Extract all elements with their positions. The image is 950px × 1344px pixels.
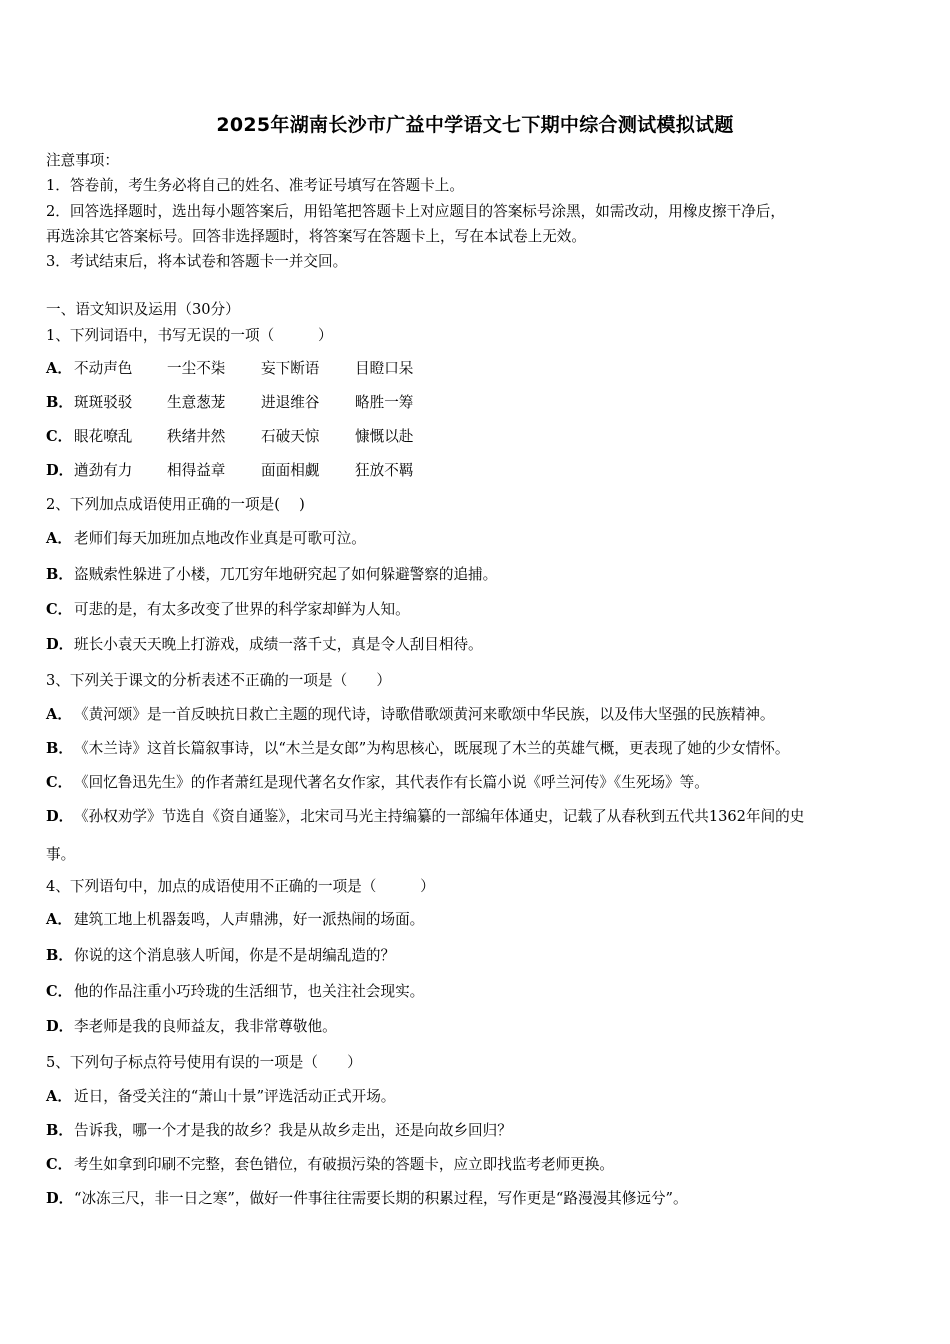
option-row [46,1155,908,1175]
option-word: 不动声色 [74,360,133,377]
question-stem: 1、下列词语中，书写无误的一项（ ） [46,327,333,344]
option-text: 告诉我，哪一个才是我的故乡？我是从故乡走出，还是向故乡回归？ [74,1122,512,1139]
option-letter: A． [46,530,72,547]
option-word: 略胜一筹 [355,394,414,411]
option-word: 生意葱茏 [167,394,226,411]
option-word: 面面相觑 [261,462,320,479]
option-word: 石破天惊 [261,428,320,445]
notice-item: 1．答卷前，考生务必将自己的姓名、准考证号填写在答题卡上。 [46,177,464,194]
option-text: 近日，备受关注的“萧山十景”评选活动正式开场。 [74,1088,396,1105]
option-text: 他的作品注重小巧玲珑的生活细节，也关注社会现实。 [74,983,425,1000]
option-word: 慷慨以赴 [355,428,414,445]
option-row [46,910,908,930]
option-word: 狂放不羁 [355,462,414,479]
option-letter: C． [46,428,73,445]
option-text: 班长小袁天天晚上打游戏，成绩一落千丈，真是令人刮目相待。 [74,636,483,653]
option-letter: D． [46,808,74,825]
option-text: 可悲的是，有太多改变了世界的科学家却鲜为人知。 [74,601,410,618]
option-text: 《黄河颂》是一首反映抗日救亡主题的现代诗，诗歌借歌颂黄河来歌颂中华民族，以及伟大坚强的民族精神。 [74,706,775,723]
option-text: 建筑工地上机器轰鸣，人声鼎沸，好一派热闹的场面。 [74,911,425,928]
notice-item: 2．回答选择题时，选出每小题答案后，用铅笔把答题卡上对应题目的答案标号涂黑，如需改动，用橡皮擦干净后， [46,203,785,220]
option-letter: D． [46,1018,74,1035]
option-text: 你说的这个消息骇人听闻，你是不是胡编乱造的？ [74,947,396,964]
notice-heading: 注意事项： [46,152,119,169]
option-row [46,359,908,379]
option-letter: D． [46,1190,74,1207]
option-word: 秩绪井然 [167,428,226,445]
option-row [46,461,908,481]
option-letter: C． [46,601,73,618]
option-word: 斑斑驳驳 [74,394,133,411]
option-row [46,982,908,1002]
option-word: 相得益章 [167,462,226,479]
option-row [46,946,908,966]
question-stem: 4、下列语句中，加点的成语使用不正确的一项是（ ） [46,878,435,895]
option-row [46,1189,908,1209]
option-row [46,1121,908,1141]
option-word: 目瞪口呆 [355,360,414,377]
option-word: 一尘不柒 [167,360,226,377]
option-text: “冰冻三尺，非一日之寒”，做好一件事往往需要长期的积累过程，写作更是“路漫漫其修远兮”。 [74,1190,688,1207]
option-letter: B． [46,740,73,757]
option-letter: B． [46,394,73,411]
option-row [46,705,908,725]
option-letter: A． [46,706,72,723]
option-letter: C． [46,774,73,791]
option-letter: B． [46,1122,73,1139]
option-letter: C． [46,983,73,1000]
option-word: 遒劲有力 [74,462,133,479]
question-stem: 5、下列句子标点符号使用有误的一项是（ ） [46,1054,362,1071]
option-row [46,773,908,793]
option-text: 李老师是我的良师益友，我非常尊敬他。 [74,1018,337,1035]
option-word: 进退维谷 [261,394,320,411]
option-letter: B． [46,947,73,964]
option-text: 老师们每天加班加点地改作业真是可歌可泣。 [74,530,366,547]
option-row [46,1017,908,1037]
option-row [46,1087,908,1107]
option-text: 盗贼索性躲进了小楼，兀兀穷年地研究起了如何躲避警察的追捕。 [74,566,498,583]
option-continuation: 事。 [46,846,76,863]
option-letter: A． [46,1088,72,1105]
option-row [46,635,908,655]
question-stem: 2、下列加点成语使用正确的一项是( ) [46,496,305,513]
option-word: 眼花嘹乱 [74,428,133,445]
notice-item: 再选涂其它答案标号。回答非选择题时，将答案写在答题卡上，写在本试卷上无效。 [46,228,586,245]
option-letter: D． [46,636,74,653]
option-word: 妄下断语 [261,360,320,377]
option-text: 考生如拿到印刷不完整，套色错位，有破损污染的答题卡，应立即找监考老师更换。 [74,1156,614,1173]
option-text: 《回忆鲁迅先生》的作者萧红是现代著名女作家，其代表作有长篇小说《呼兰河传》《生死场》等。 [74,774,709,791]
option-row [46,529,908,549]
option-letter: B． [46,566,73,583]
option-row [46,600,908,620]
option-row [46,393,908,413]
option-letter: A． [46,911,72,928]
page-title: 2025年湖南长沙市广益中学语文七下期中综合测试模拟试题 [216,114,734,136]
option-row [46,807,908,827]
option-text: 《木兰诗》这首长篇叙事诗，以“木兰是女郎”为构思核心，既展现了木兰的英雄气概，更表现了她的少女情怀。 [74,740,790,757]
option-letter: C． [46,1156,73,1173]
option-letter: A． [46,360,72,377]
section-heading: 一、语文知识及运用（30分） [46,301,240,318]
option-row [46,427,908,447]
option-text: 《孙权劝学》节选自《资自通鉴》，北宋司马光主持编纂的一部编年体通史，记载了从春秋到五代共1362年间的史 [74,808,805,825]
option-row [46,565,908,585]
question-stem: 3、下列关于课文的分析表述不正确的一项是（ ） [46,672,391,689]
notice-item: 3．考试结束后，将本试卷和答题卡一并交回。 [46,253,348,270]
option-row [46,739,908,759]
option-letter: D． [46,462,74,479]
